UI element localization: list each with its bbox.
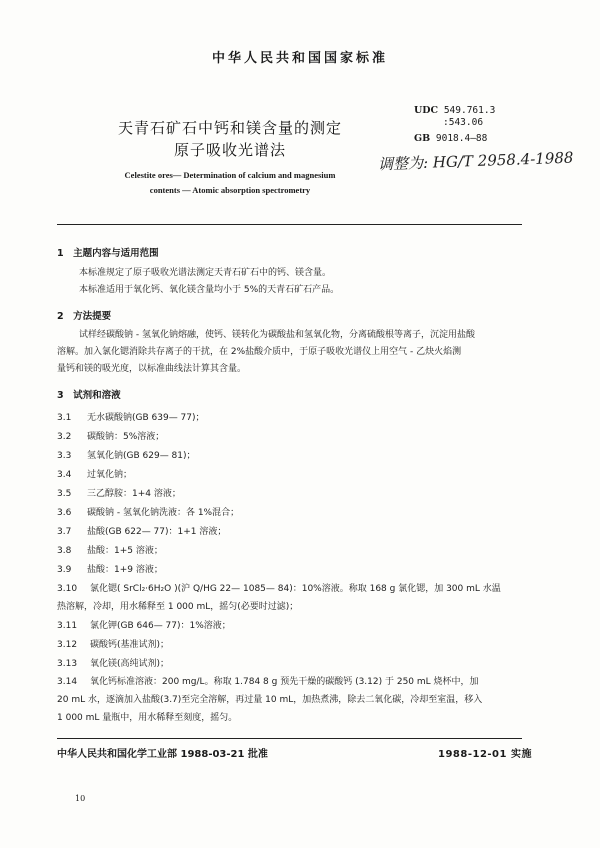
list-item: 3.8 盐酸：1+5 溶液； [57,546,163,556]
section-1-heading: 1 主题内容与适用范围 [57,248,159,259]
list-item-continuation: 1 000 mL 量瓶中，用水稀释至刻度，摇匀。 [57,713,238,723]
gb-label: GB [414,133,431,144]
section-2-heading: 2 方法提要 [57,311,112,322]
list-item: 3.5 三乙醇胺：1+4 溶液； [57,489,181,499]
english-title-line1: Celestite ores— Determination of calcium and magnesium [124,170,336,180]
section-2-paragraph: 量钙和镁的吸光度，以标准曲线法计算其含量。 [57,364,247,374]
list-item: 3.6 碳酸钠 - 氢氧化钠洗液：各 1%混合； [57,508,240,518]
footer-divider [57,738,522,739]
list-item: 3.1 无水碳酸钠(GB 639— 77)； [57,413,205,423]
list-item: 3.9 盐酸：1+9 溶液； [57,565,163,575]
document-title-line2: 原子吸收光谱法 [173,141,286,159]
udc-line1: 549.761.3 [443,105,496,116]
handwritten-note: 调整为: HG/T 2958.4-1988 [377,148,574,174]
udc-label: UDC [414,105,439,116]
approval-date: 中华人民共和国化学工业部 1988-03-21 批准 [57,749,268,760]
page-number: 10 [75,794,86,803]
section-2-paragraph: 溶解。加入氯化锶消除共存离子的干扰，在 2%盐酸介质中，于原子吸收光谱仪上用空气 - 乙炔火焰测 [57,347,462,357]
list-item: 3.7 盐酸(GB 622— 77)：1+1 溶液； [57,527,227,537]
list-item: 3.11 氯化钾(GB 646— 77)：1%溶液； [57,621,231,631]
english-title-line2: contents — Atomic absorption spectrometry [149,185,311,195]
list-item: 3.10 氯化锶( SrCl₂·6H₂O )(沪 Q/HG 22— 1085— 84)：10%溶液。称取 168 g 氯化锶，加 300 mL 水温 [57,584,501,594]
section-1-paragraph: 本标准规定了原子吸收光谱法测定天青石矿石中的钙、镁含量。 [79,268,332,278]
section-3-heading: 3 试剂和溶液 [57,390,121,401]
section-1-paragraph: 本标准适用于氧化钙、氧化镁含量均小于 5%的天青石矿石产品。 [79,285,340,295]
list-item: 3.2 碳酸钠：5%溶液； [57,432,165,442]
header-divider [57,224,522,225]
list-item: 3.12 碳酸钙(基准试剂)； [57,640,170,650]
list-item: 3.14 氧化钙标准溶液：200 mg/L。称取 1.784 8 g 预先干燥的碳酸钙 (3.12) 于 250 mL 烧杯中，加 [57,677,479,687]
section-2-paragraph: 试样经碳酸钠 - 氢氧化钠熔融，使钙、镁转化为碳酸盐和氢氧化物，分离硫酸根等离子，沉淀用盐酸 [79,330,475,340]
list-item: 3.3 氢氧化钠(GB 629— 81)； [57,451,196,461]
list-item-continuation: 热溶解，冷却，用水稀释至 1 000 mL，摇匀(必要时过滤)； [57,602,299,612]
document-title-line1: 天青石矿石中钙和镁含量的测定 [117,119,342,137]
gb-number: 9018.4—88 [435,133,488,144]
standard-org-header: 中华人民共和国国家标准 [211,51,388,66]
udc-line2: :543.06 [443,117,484,128]
udc-code [414,105,495,129]
list-item: 3.13 氧化镁(高纯试剂)； [57,659,170,669]
list-item: 3.4 过氧化钠； [57,470,133,480]
gb-code [414,133,487,144]
effective-date: 1988-12-01 实施 [438,749,532,760]
list-item-continuation: 20 mL 水，逐滴加入盐酸(3.7)至完全溶解，再过量 10 mL，加热煮沸，除去二氧化碳，冷却至室温，移入 [57,695,483,705]
